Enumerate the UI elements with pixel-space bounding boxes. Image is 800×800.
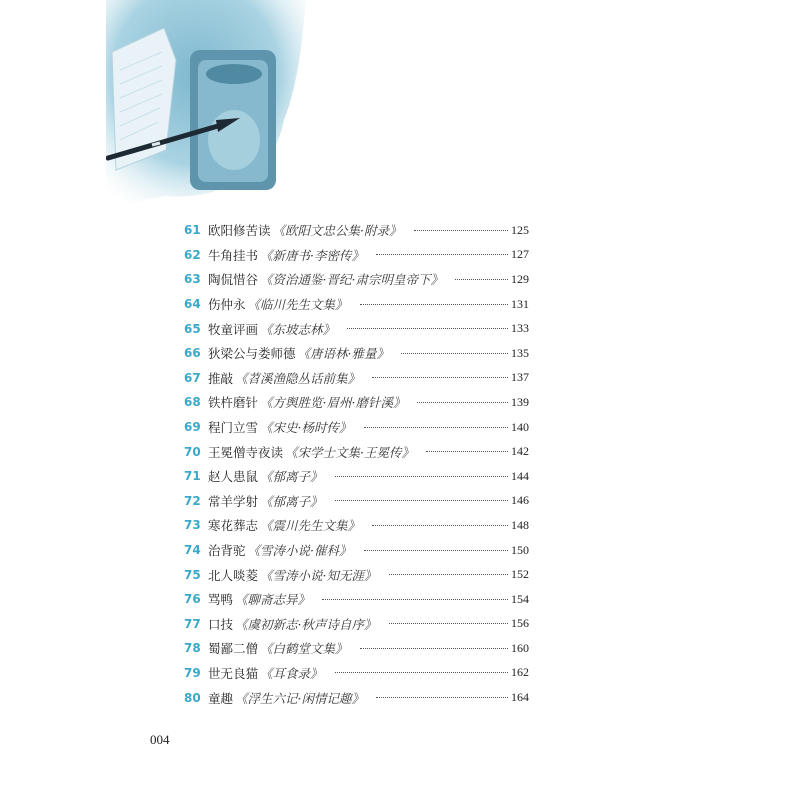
entry-page: 154	[511, 591, 529, 606]
entry-page: 148	[511, 517, 529, 532]
entry-page: 164	[511, 690, 529, 705]
dot-leader	[401, 353, 508, 354]
dot-leader	[389, 623, 509, 624]
entry-source: 《唐语林·雅量》	[297, 346, 389, 362]
entry-source: 《耳食录》	[260, 665, 323, 681]
entry-number: 69	[184, 420, 201, 435]
dot-leader	[360, 304, 508, 305]
dot-leader	[455, 279, 508, 280]
entry-page: 152	[511, 567, 529, 582]
entry-number: 68	[184, 395, 201, 410]
dot-leader	[426, 451, 508, 452]
entry-source: 《雪涛小说·知无涯》	[260, 567, 377, 583]
entry-number: 78	[184, 641, 201, 656]
entry-number: 64	[184, 297, 201, 312]
entry-source: 《郁离子》	[260, 469, 323, 485]
entry-source: 《浮生六记·闲情记趣》	[235, 690, 364, 706]
entry-page: 137	[511, 370, 529, 385]
dot-leader	[389, 574, 509, 575]
entry-title: 欧阳修苦读	[208, 223, 271, 239]
entry-source: 《白鹤堂文集》	[260, 641, 348, 657]
entry-page: 142	[511, 444, 529, 459]
entry-number: 76	[184, 592, 201, 607]
toc-entry[interactable]	[184, 415, 529, 440]
entry-number: 72	[184, 493, 201, 508]
dot-leader	[376, 254, 508, 255]
entry-page: 133	[511, 321, 529, 336]
toc-entry[interactable]	[184, 562, 529, 587]
dot-leader	[414, 230, 509, 231]
entry-page: 156	[511, 616, 529, 631]
entry-title: 赵人患鼠	[208, 469, 259, 485]
dot-leader	[376, 697, 508, 698]
toc-entry[interactable]	[184, 636, 529, 661]
entry-source: 《虞初新志·秋声诗自序》	[235, 616, 377, 632]
entry-page: 129	[511, 271, 529, 286]
dot-leader	[372, 377, 508, 378]
page-number: 004	[150, 732, 170, 747]
entry-title: 骂鸭	[208, 592, 234, 608]
dot-leader	[335, 476, 508, 477]
entry-source: 《宋史·杨时传》	[260, 420, 352, 436]
toc-entry[interactable]	[184, 587, 529, 612]
dot-leader	[372, 525, 508, 526]
entry-number: 79	[184, 665, 201, 680]
toc-entry[interactable]	[184, 685, 529, 710]
entry-title: 牧童评画	[208, 321, 259, 337]
entry-page: 144	[511, 468, 529, 483]
entry-source: 《郁离子》	[260, 493, 323, 509]
entry-title: 蜀鄙二僧	[208, 641, 259, 657]
entry-title: 狄梁公与娄师德	[208, 346, 296, 362]
entry-number: 63	[184, 272, 201, 287]
entry-number: 67	[184, 370, 201, 385]
entry-title: 程门立雪	[208, 420, 259, 436]
entry-title: 常羊学射	[208, 493, 259, 509]
entry-title: 寒花葬志	[208, 518, 259, 534]
entry-page: 125	[511, 222, 529, 237]
dot-leader	[417, 402, 508, 403]
table-of-contents	[184, 218, 529, 710]
entry-source: 《宋学士文集·王冕传》	[285, 444, 414, 460]
entry-number: 73	[184, 518, 201, 533]
dot-leader	[322, 599, 508, 600]
toc-entry[interactable]	[184, 612, 529, 637]
entry-number: 74	[184, 543, 201, 558]
decorative-illustration	[106, 0, 306, 216]
entry-number: 71	[184, 469, 201, 484]
entry-page: 160	[511, 640, 529, 655]
entry-title: 伤仲永	[208, 297, 246, 313]
entry-title: 王冕僧寺夜读	[208, 444, 284, 460]
entry-number: 61	[184, 223, 201, 238]
entry-page: 139	[511, 394, 529, 409]
toc-entry[interactable]	[184, 316, 529, 341]
toc-entry[interactable]	[184, 513, 529, 538]
entry-title: 推敲	[208, 370, 234, 386]
dot-leader	[360, 648, 508, 649]
entry-source: 《新唐书·李密传》	[260, 247, 364, 263]
entry-title: 牛角挂书	[208, 247, 259, 263]
toc-entry[interactable]	[184, 390, 529, 415]
entry-source: 《东坡志林》	[260, 321, 336, 337]
dot-leader	[335, 672, 508, 673]
entry-page: 146	[511, 493, 529, 508]
entry-source: 《聊斋志异》	[235, 592, 311, 608]
entry-source: 《方舆胜览·眉州·磨针溪》	[260, 395, 406, 411]
dot-leader	[347, 328, 508, 329]
toc-entry[interactable]	[184, 464, 529, 489]
entry-page: 150	[511, 542, 529, 557]
dot-leader	[364, 550, 509, 551]
entry-source: 《临川先生文集》	[247, 297, 348, 313]
entry-title: 世无良猫	[208, 665, 259, 681]
entry-title: 治背驼	[208, 543, 246, 559]
entry-page: 131	[511, 296, 529, 311]
entry-number: 75	[184, 567, 201, 582]
entry-source: 《欧阳文忠公集·附录》	[272, 223, 402, 239]
entry-title: 口技	[208, 616, 234, 632]
toc-entry[interactable]	[184, 243, 529, 268]
dot-leader	[364, 427, 509, 428]
entry-page: 135	[511, 345, 529, 360]
entry-number: 65	[184, 321, 201, 336]
entry-source: 《苕溪渔隐丛话前集》	[235, 370, 361, 386]
entry-title: 童趣	[208, 690, 234, 706]
entry-page: 140	[511, 419, 529, 434]
entry-page: 162	[511, 665, 529, 680]
entry-number: 80	[184, 690, 201, 705]
entry-number: 62	[184, 247, 201, 262]
toc-entry[interactable]	[184, 267, 529, 292]
toc-entry[interactable]	[184, 218, 529, 243]
entry-number: 77	[184, 616, 201, 631]
toc-entry[interactable]	[184, 538, 529, 563]
entry-source: 《震川先生文集》	[260, 518, 361, 534]
entry-title: 陶侃惜谷	[208, 272, 259, 288]
entry-source: 《资治通鉴·晋纪·肃宗明皇帝下》	[260, 272, 443, 288]
toc-entry[interactable]	[184, 341, 529, 366]
entry-number: 66	[184, 346, 201, 361]
dot-leader	[335, 500, 508, 501]
entry-title: 北人啖菱	[208, 567, 259, 583]
entry-page: 127	[511, 247, 529, 262]
entry-source: 《雪涛小说·催科》	[247, 543, 352, 559]
entry-title: 铁杵磨针	[208, 395, 259, 411]
entry-number: 70	[184, 444, 201, 459]
toc-entry[interactable]	[184, 366, 529, 391]
toc-entry[interactable]	[184, 439, 529, 464]
toc-entry[interactable]	[184, 489, 529, 514]
toc-entry[interactable]	[184, 292, 529, 317]
toc-entry[interactable]	[184, 661, 529, 686]
